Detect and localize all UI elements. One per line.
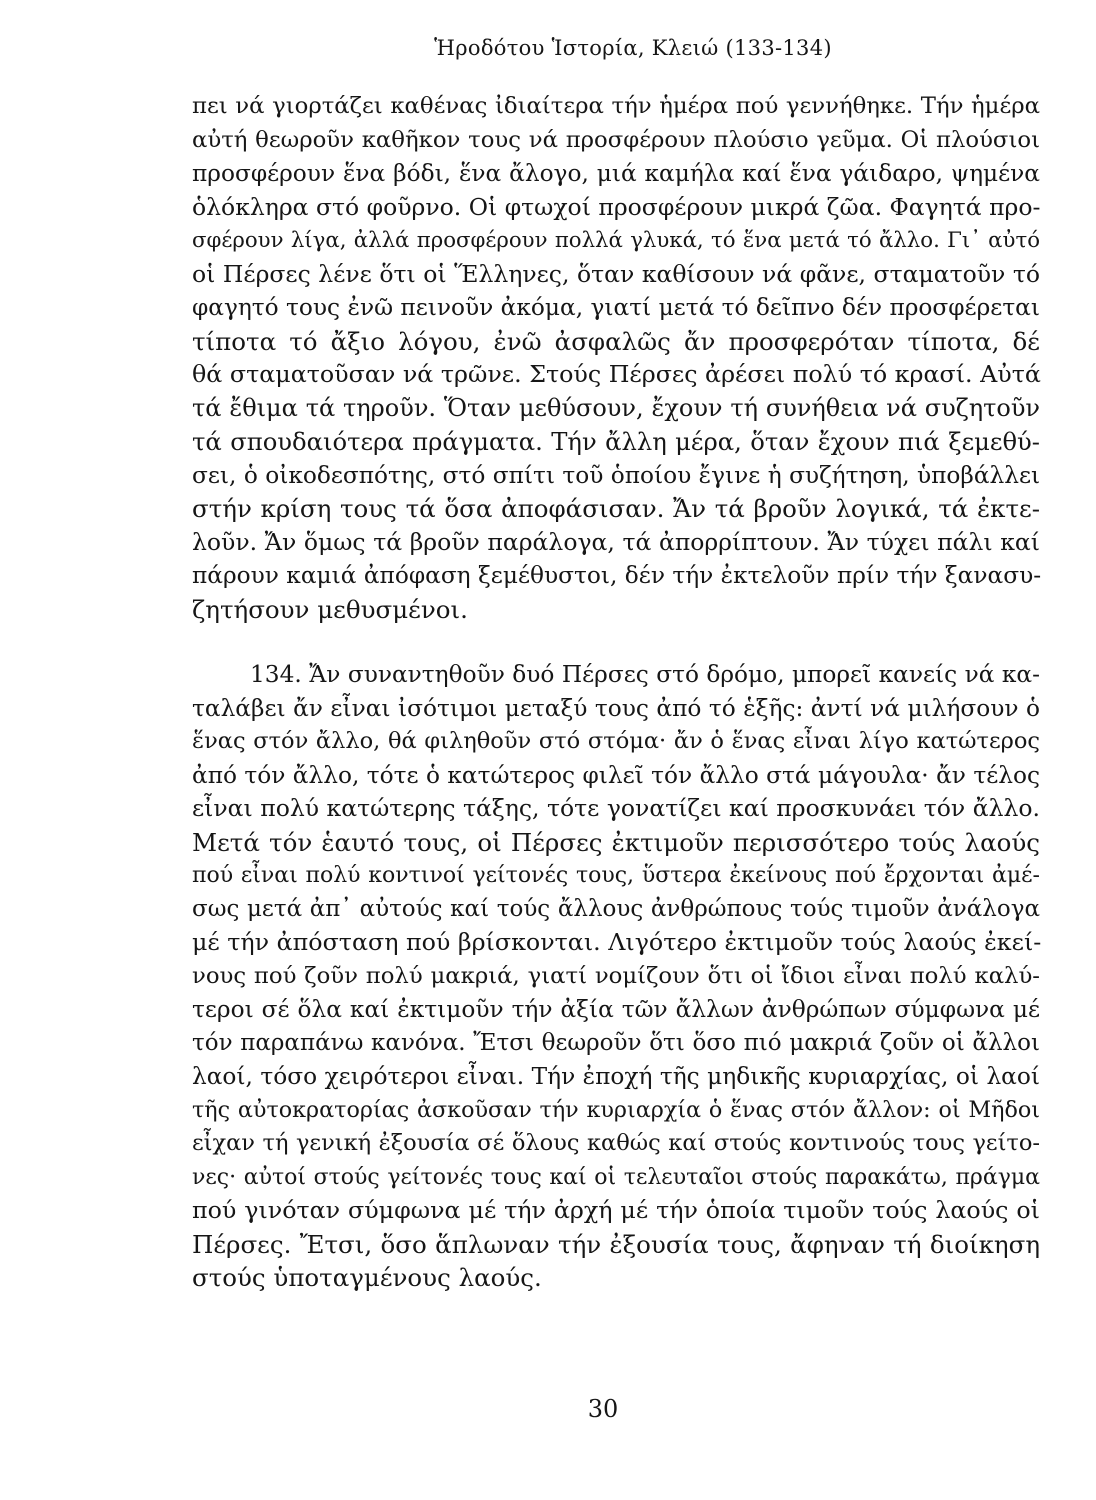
text-line: τίποτα τό ἄξιο λόγου, ἐνῶ ἀσφαλῶς ἄν προσφερόταν τίποτα, δέ xyxy=(192,326,1040,356)
text-line: στήν κρίση τους τά ὅσα ἀποφάσισαν. Ἄν τά βροῦν λογικά, τά ἐκτε- xyxy=(192,494,1040,523)
text-line: ταλάβει ἄν εἶναι ἰσότιμοι μεταξύ τους ἀπό τό ἑξῆς: ἀντί νά μιλήσουν ὁ xyxy=(192,694,1040,722)
text-line: πει νά γιορτάζει καθένας ἰδιαίτερα τήν ἡμέρα πού γεννήθηκε. Τήν ἡμέρα xyxy=(192,93,1040,119)
text-line: ἀπό τόν ἄλλο, τότε ὁ κατώτερος φιλεῖ τόν ἄλλο στά μάγουλα· ἄν τέλος xyxy=(192,761,1040,789)
text-line: σως μετά ἀπ᾽ αὐτούς καί τούς ἄλλους ἀνθρώπους τούς τιμοῦν ἀνάλογα xyxy=(192,895,1040,922)
text-line: λαοί, τόσο χειρότεροι εἶναι. Τήν ἐποχή τῆς μηδικῆς κυριαρχίας, οἱ λαοί xyxy=(192,1063,1040,1090)
paragraph-spacer xyxy=(192,626,1040,658)
text-line: πάρουν καμιά ἀπόφαση ξεμέθυστοι, δέν τήν ἐκτελοῦν πρίν τήν ξανασυ- xyxy=(192,562,1042,589)
text-line: λοῦν. Ἄν ὅμως τά βροῦν παράλογα, τά ἀπορρίπτουν. Ἄν τύχει πάλι καί xyxy=(192,527,1040,556)
paragraph-134 xyxy=(192,658,1040,1295)
text-line: θά σταματοῦσαν νά τρῶνε. Στούς Πέρσες ἀρέσει πολύ τό κρασί. Αὐτά xyxy=(192,360,1041,388)
text-line: οἱ Πέρσες λένε ὅτι οἱ Ἕλληνες, ὅταν καθίσουν νά φᾶνε, σταματοῦν τό xyxy=(192,259,1040,288)
paragraph-133-continued xyxy=(192,90,1040,626)
text-line: προσφέρουν ἕνα βόδι, ἕνα ἄλογο, μιά καμήλα καί ἕνα γάιδαρο, ψημένα xyxy=(192,160,1040,187)
page-number: 30 xyxy=(587,1395,619,1423)
text-line: τά σπουδαιότερα πράγματα. Τήν ἄλλη μέρα, ὅταν ἔχουν πιά ξεμεθύ- xyxy=(192,427,1040,456)
text-line: φαγητό τους ἐνῶ πεινοῦν ἀκόμα, γιατί μετά τό δεῖπνο δέν προσφέρεται xyxy=(192,294,1040,321)
text-line: τῆς αὐτοκρατορίας ἀσκοῦσαν τήν κυριαρχία ὁ ἕνας στόν ἄλλον: οἱ Μῆδοι xyxy=(192,1096,1040,1123)
body-text xyxy=(192,90,1040,1295)
text-line: μέ τήν ἀπόσταση πού βρίσκονται. Λιγότερο ἐκτιμοῦν τούς λαούς ἐκεί- xyxy=(192,928,1042,956)
text-line: ἕνας στόν ἄλλο, θά φιληθοῦν στό στόμα· ἄν ὁ ἕνας εἶναι λίγο κατώτερος xyxy=(192,728,1040,754)
text-line: πού εἶναι πολύ κοντινοί γείτονές τους, ὕστερα ἐκείνους πού ἔρχονται ἀμέ- xyxy=(192,863,1040,888)
text-line: Πέρσες. Ἔτσι, ὅσο ἅπλωναν τήν ἐξουσία τους, ἄφηναν τή διοίκηση xyxy=(192,1229,1040,1259)
text-line: τεροι σέ ὅλα καί ἐκτιμοῦν τήν ἀξία τῶν ἄλλων ἀνθρώπων σύμφωνα μέ xyxy=(192,996,1040,1023)
text-line: αὐτή θεωροῦν καθῆκον τους νά προσφέρουν πλούσιο γεῦμα. Οἱ πλούσιοι xyxy=(192,126,1040,153)
text-line: Μετά τόν ἑαυτό τους, οἱ Πέρσες ἐκτιμοῦν περισσότερο τούς λαούς xyxy=(192,827,1040,857)
text-line: ζητήσουν μεθυσμένοι. xyxy=(192,594,468,624)
text-line: σει, ὁ οἰκοδεσπότης, στό σπίτι τοῦ ὁποίου ἔγινε ἡ συζήτηση, ὑποβάλλει xyxy=(192,461,1041,489)
text-line: τά ἔθιμα τά τηροῦν. Ὅταν μεθύσουν, ἔχουν τή συνήθεια νά συζητοῦν xyxy=(192,393,1040,422)
text-line: εἶχαν τή γενική ἐξουσία σέ ὅλους καθώς καί στούς κοντινούς τους γείτο- xyxy=(192,1130,1040,1156)
text-line: τόν παραπάνω κανόνα. Ἔτσι θεωροῦν ὅτι ὅσο πιό μακριά ζοῦν οἱ ἄλλοι xyxy=(192,1029,1040,1056)
text-line: εἶναι πολύ κατώτερης τάξης, τότε γονατίζει καί προσκυνάει τόν ἄλλο. xyxy=(192,794,1040,822)
text-line: ὁλόκληρα στό φοῦρνο. Οἱ φτωχοί προσφέρουν μικρά ζῶα. Φαγητά προ- xyxy=(192,192,1041,221)
text-line: πού γινόταν σύμφωνα μέ τήν ἀρχή μέ τήν ὁποία τιμοῦν τούς λαούς οἱ xyxy=(192,1196,1040,1224)
text-line: νους πού ζοῦν πολύ μακριά, γιατί νομίζουν ὅτι οἱ ἴδιοι εἶναι πολύ καλύ- xyxy=(192,962,1040,989)
text-line: νες· αὐτοί στούς γείτονές τους καί οἱ τελευταῖοι στούς παρακάτω, πράγμα xyxy=(192,1164,1040,1190)
text-line: 134. Ἄν συναντηθοῦν δυό Πέρσες στό δρόμο, μπορεῖ κανείς νά κα- xyxy=(250,661,1040,688)
running-title: Ἡροδότου Ἱστορία, Κλειώ (133-134) xyxy=(434,36,832,60)
text-line: σφέρουν λίγα, ἀλλά προσφέρουν πολλά γλυκά, τό ἕνα μετά τό ἄλλο. Γι᾽ αὐτό xyxy=(192,228,1040,253)
text-line: στούς ὑποταγμένους λαούς. xyxy=(192,1263,542,1292)
